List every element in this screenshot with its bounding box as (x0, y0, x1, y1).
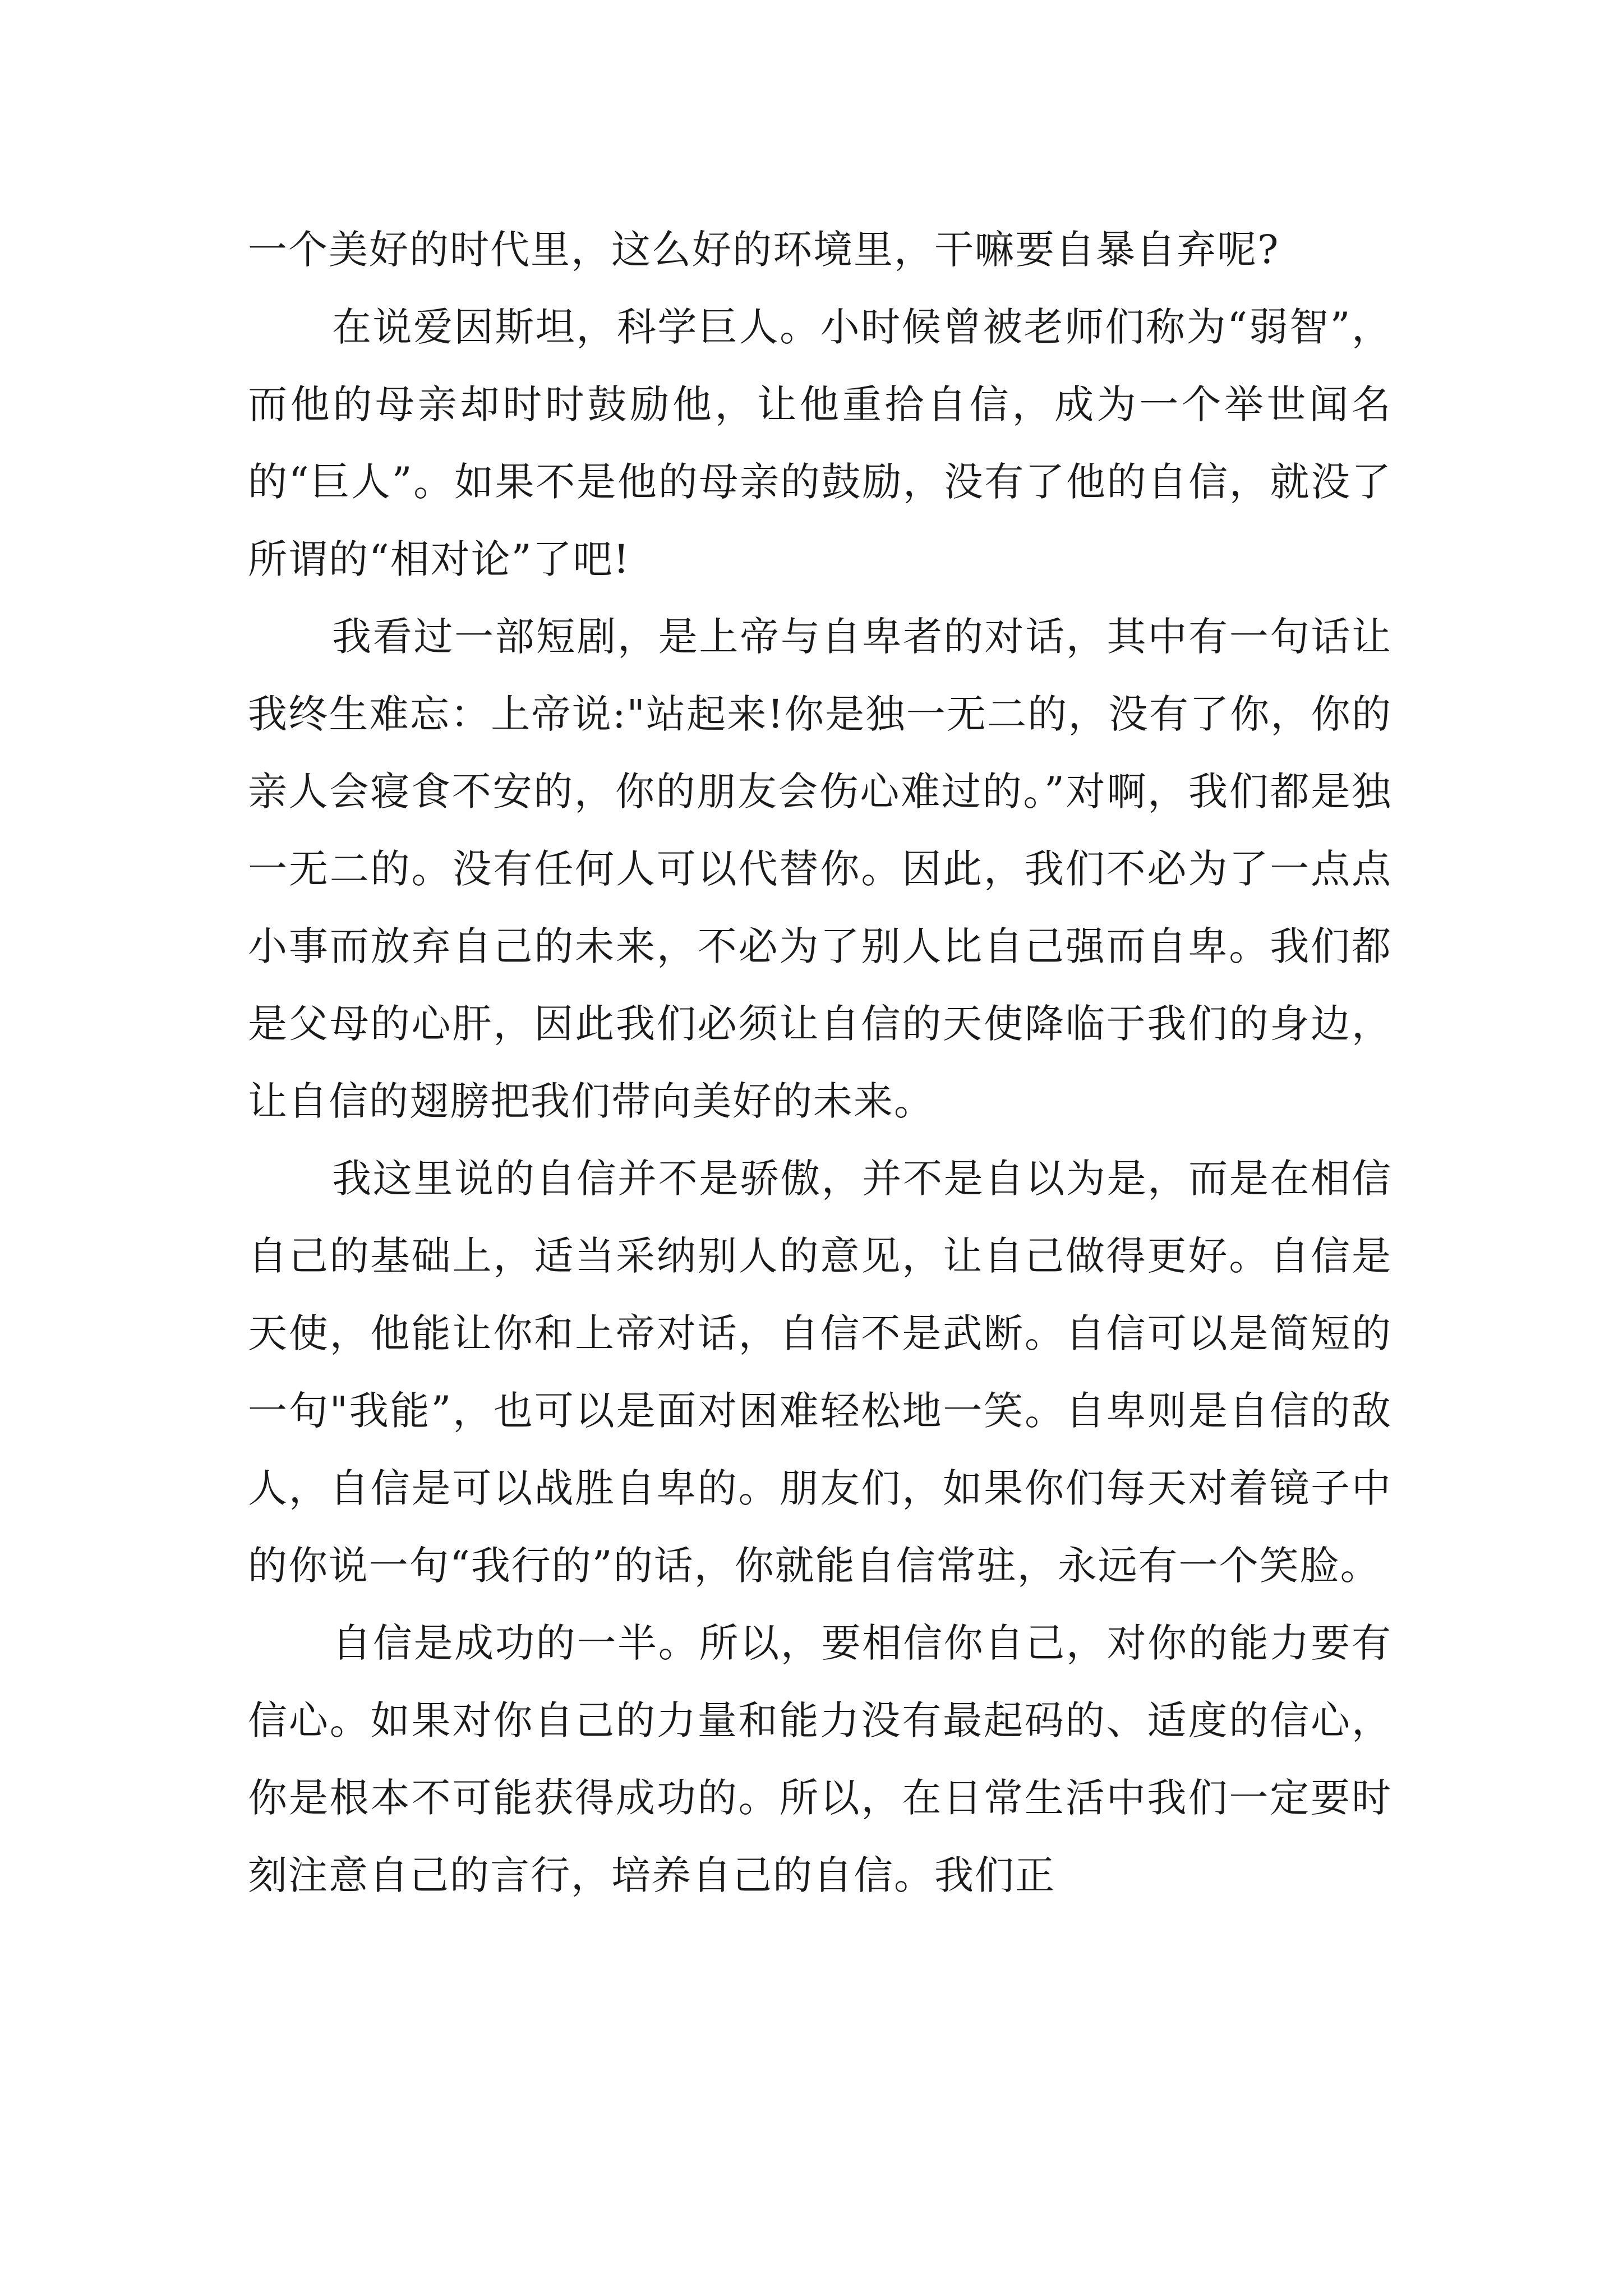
paragraph-success: 自信是成功的一半。所以，要相信你自己，对你的能力要有信心。如果对你自己的力量和能力没有最起码的、适度的信心，你是根本不可能获得成功的。所以，在日常生活中我们一定要时刻注意自己的言行，培养自己的自信。我们正 (248, 1620, 1392, 1898)
paragraph-short-play: 我看过一部短剧，是上帝与自卑者的对话，其中有一句话让我终生难忘：上帝说:"站起来!你是独一无二的，没有了你，你的亲人会寝食不安的，你的朋友会伤心难过的。”对啊，我们都是独一无二的。没有任何人可以代替你。因此，我们不必为了一点点小事而放弃自己的未来，不必为了别人比自己强而自卑。我们都是父母的心肝，因此我们必须让自信的天使降临于我们的身边，让自信的翅膀把我们带向美好的未来。 (248, 614, 1392, 1124)
paragraph-confidence-definition: 我这里说的自信并不是骄傲，并不是自以为是，而是在相信自己的基础上，适当采纳别人的意见，让自己做得更好。自信是天使，他能让你和上帝对话，自信不是武断。自信可以是简短的一句"我能”，也可以是面对困难轻松地一笑。自卑则是自信的敌人，自信是可以战胜自卑的。朋友们，如果你们每天对着镜子中的你说一句“我行的”的话，你就能自信常驻，永远有一个笑脸。 (248, 1156, 1392, 1589)
paragraph-continuation: 一个美好的时代里，这么好的环境里，干嘛要自暴自弃呢? (248, 227, 1280, 273)
body-text (248, 211, 1392, 1914)
paragraph-einstein: 在说爱因斯坦，科学巨人。小时候曾被老师们称为“弱智”，而他的母亲却时时鼓励他，让他重拾自信，成为一个举世闻名的“巨人”。如果不是他的母亲的鼓励，没有了他的自信，就没了所谓的“相对论”了吧! (248, 304, 1392, 582)
